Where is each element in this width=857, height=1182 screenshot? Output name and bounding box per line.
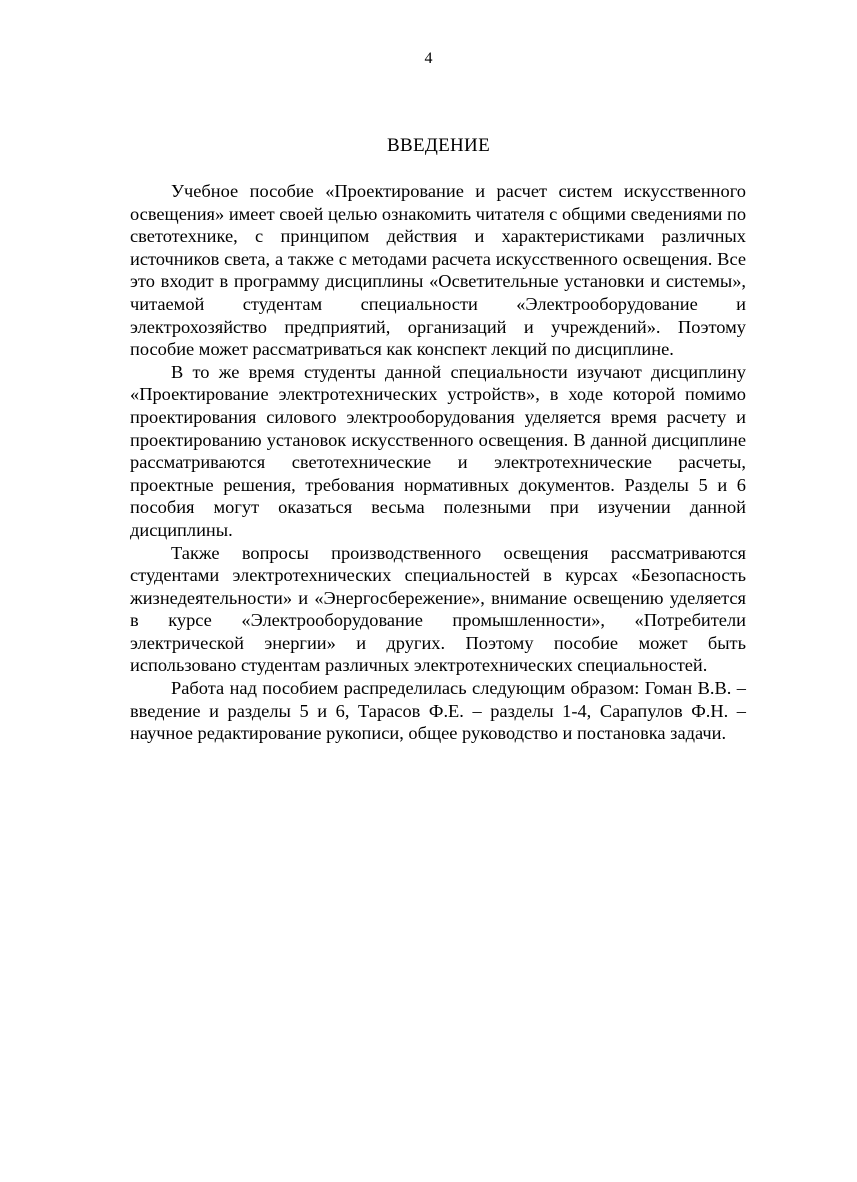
paragraph-2: В то же время студенты данной специальности изучают дисциплину «Проектирование электротехнических устройств», в ходе которой помимо проектирования силового электрооборудования уделяется время расчету и проектированию установок искусственного освещения. В данной дисциплине рассматриваются светотехнические и электротехнические расчеты, проектные решения, требования нормативных документов. Разделы 5 и 6 пособия могут оказаться весьма полезными при изучении данной дисциплины. <box>130 361 746 540</box>
paragraph-3: Также вопросы производственного освещения рассматриваются студентами электротехнических специальностей в курсах «Безопасность жизнедеятельности» и «Энергосбережение», внимание освещению уделяется в курсе «Электрооборудование промышленности», «Потребители электрической энергии» и других. Поэтому пособие может быть использовано студентам различных электротехнических специальностей. <box>130 542 746 676</box>
body-text <box>130 180 746 745</box>
page-number: 4 <box>424 50 433 67</box>
paragraph-1: Учебное пособие «Проектирование и расчет систем искусственного освещения» имеет своей целью ознакомить читателя с общими сведениями по светотехнике, с принципом действия и характеристиками различных источников света, а также с методами расчета искусственного освещения. Все это входит в программу дисциплины «Осветительные установки и системы», читаемой студентам специальности «Электрооборудование и электрохозяйство предприятий, организаций и учреждений». Поэтому пособие может рассматриваться как конспект лекций по дисциплине. <box>130 181 747 360</box>
paragraph-4: Работа над пособием распределилась следующим образом: Гоман В.В. – введение и разделы 5 и 6, Тарасов Ф.Е. – разделы 1-4, Сарапулов Ф.Н. – научное редактирование рукописи, общее руководство и постановка задачи. <box>130 678 746 744</box>
section-title: ВВЕДЕНИЕ <box>387 135 490 156</box>
